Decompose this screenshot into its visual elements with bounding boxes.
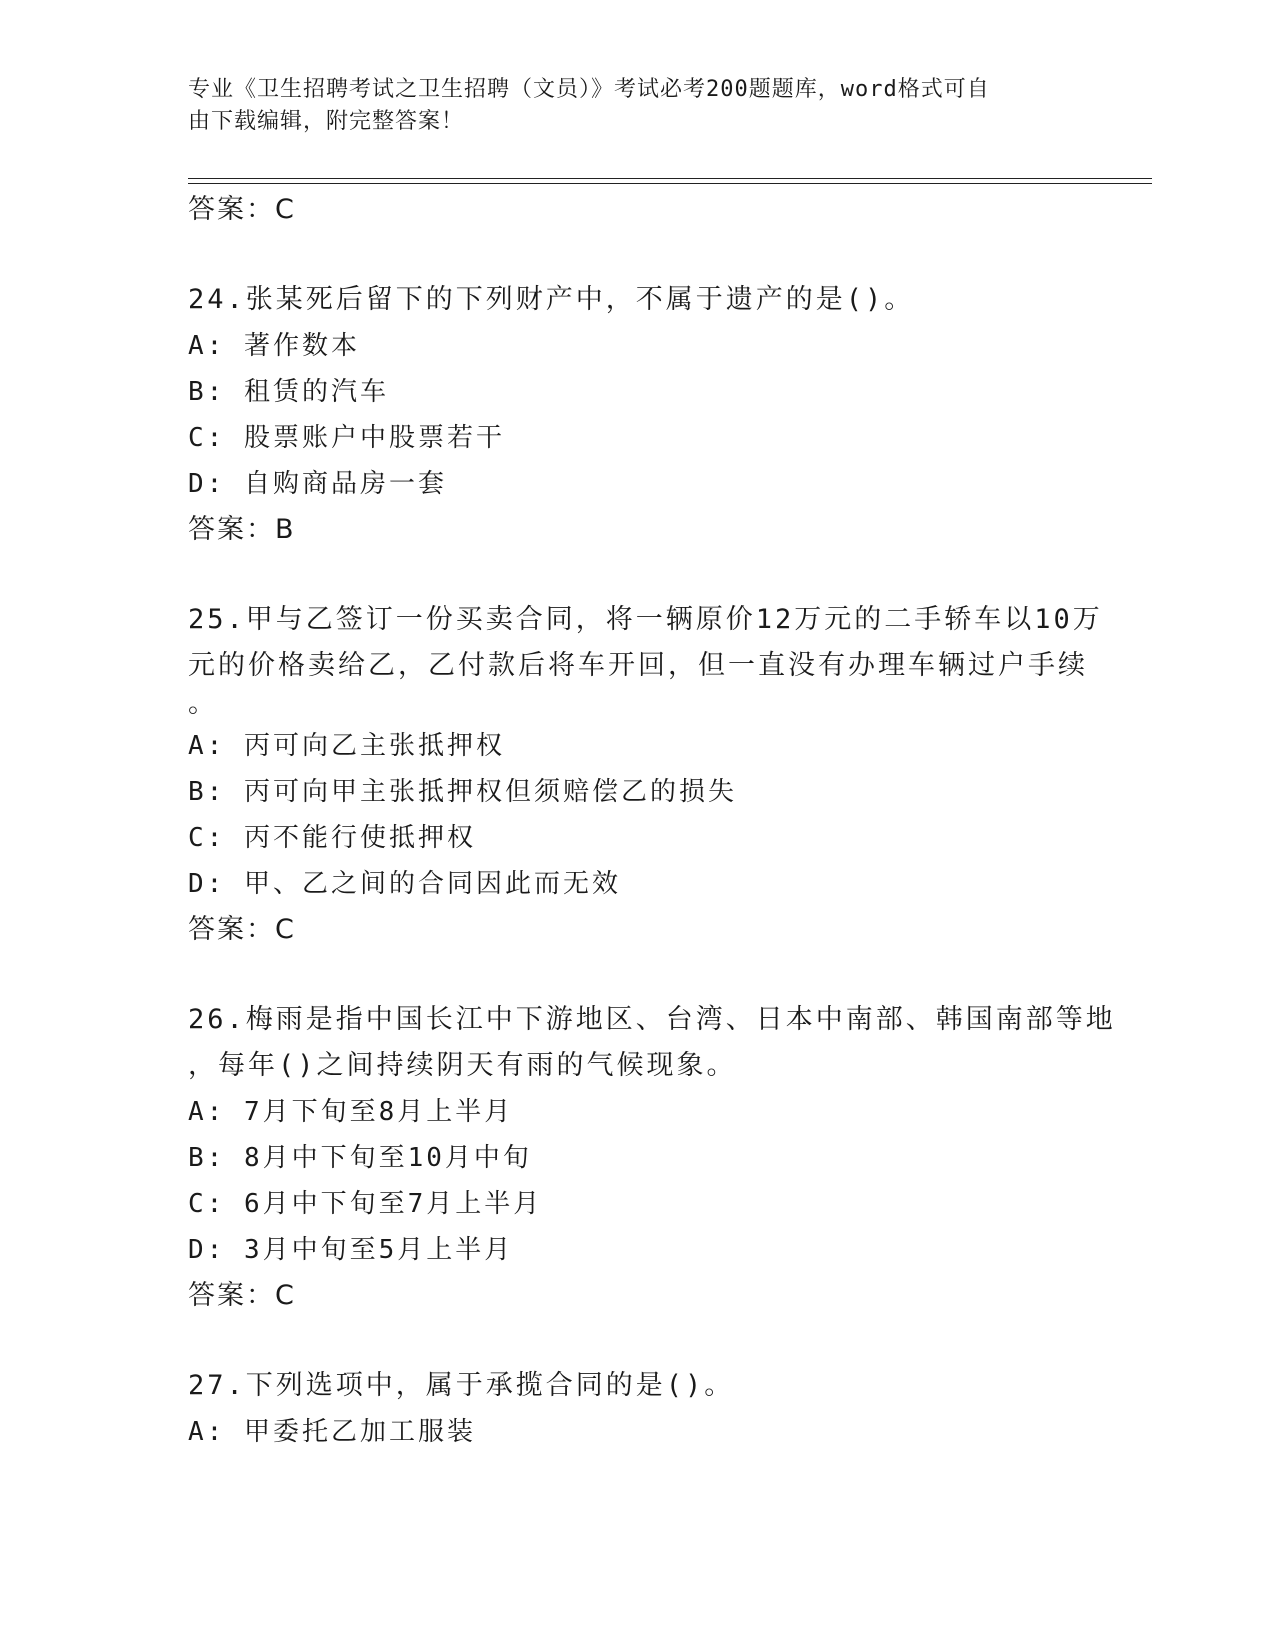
option-b: B: 租赁的汽车 bbox=[188, 377, 389, 407]
question-text-continued: ，每年()之间持续阴天有雨的气候现象。 bbox=[188, 1050, 737, 1081]
option-a: A: 7月下旬至8月上半月 bbox=[188, 1097, 514, 1127]
option-a: A: 丙可向乙主张抵押权 bbox=[188, 731, 505, 761]
header-line-1: 专业《卫生招聘考试之卫生招聘（文员）》考试必考200题题库，word格式可自 bbox=[188, 77, 990, 102]
question-text: 26.梅雨是指中国长江中下游地区、台湾、日本中南部、韩国南部等地 bbox=[188, 1004, 1116, 1035]
question-text: 24.张某死后留下的下列财产中，不属于遗产的是()。 bbox=[188, 284, 915, 315]
option-b: B: 8月中下旬至10月中旬 bbox=[188, 1143, 532, 1173]
option-a: A: 著作数本 bbox=[188, 331, 360, 361]
option-a: A: 甲委托乙加工服装 bbox=[188, 1417, 476, 1447]
option-c: C: 股票账户中股票若干 bbox=[188, 423, 505, 453]
question-text-continued: 。 bbox=[188, 688, 218, 719]
option-d: D: 甲、乙之间的合同因此而无效 bbox=[188, 869, 621, 899]
spacer bbox=[188, 553, 1088, 597]
answer-line: 答案：C bbox=[188, 1280, 296, 1311]
question-text-continued: 元的价格卖给乙，乙付款后将车开回，但一直没有办理车辆过户手续 bbox=[188, 650, 1088, 681]
option-d: D: 自购商品房一套 bbox=[188, 469, 447, 499]
spacer bbox=[188, 1319, 1088, 1363]
header-divider-top bbox=[188, 178, 1152, 179]
option-c: C: 丙不能行使抵押权 bbox=[188, 823, 476, 853]
option-b: B: 丙可向甲主张抵押权但须赔偿乙的损失 bbox=[188, 777, 737, 807]
question-block bbox=[188, 997, 1116, 1319]
question-list bbox=[188, 187, 1116, 1455]
document-header bbox=[188, 74, 1068, 138]
spacer bbox=[188, 233, 1088, 277]
header-divider-bottom bbox=[188, 183, 1152, 184]
answer-line: 答案：C bbox=[188, 914, 296, 945]
question-text: 27.下列选项中，属于承揽合同的是()。 bbox=[188, 1370, 735, 1401]
question-block bbox=[188, 277, 1088, 553]
header-line-2: 由下载编辑，附完整答案！ bbox=[188, 109, 465, 134]
option-d: D: 3月中旬至5月上半月 bbox=[188, 1235, 514, 1265]
question-block bbox=[188, 597, 1103, 953]
answer-line: 答案：C bbox=[188, 194, 296, 225]
question-text: 25.甲与乙签订一份买卖合同，将一辆原价12万元的二手轿车以10万 bbox=[188, 604, 1103, 635]
spacer bbox=[188, 953, 1088, 997]
question-block bbox=[188, 1363, 1088, 1455]
answer-line: 答案：B bbox=[188, 514, 296, 545]
option-c: C: 6月中下旬至7月上半月 bbox=[188, 1189, 543, 1219]
